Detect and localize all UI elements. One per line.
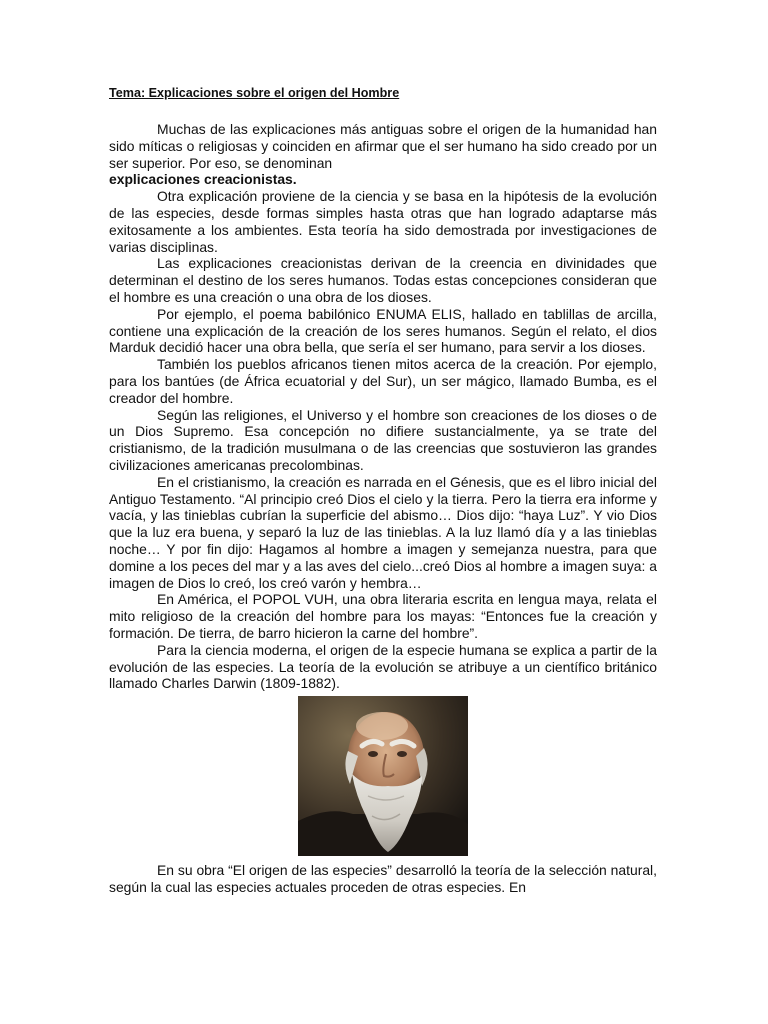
paragraph-10: En su obra “El origen de las especies” desarrolló la teoría de la selección natural, según la cual las especies actuales proceden de otras especies. En	[109, 862, 657, 895]
document-title: Tema: Explicaciones sobre el origen del Hombre	[109, 86, 400, 100]
bold-phrase: explicaciones creacionistas.	[109, 171, 297, 188]
paragraph-4: Por ejemplo, el poema babilónico ENUMA ELIS, hallado en tablillas de arcilla, contiene una explicación de la creación de los seres humanos. Según el relato, el dios Marduk decidió hacer una obra bella, que sería el ser humano, para servir a los dioses.	[109, 305, 657, 356]
paragraph-9: Para la ciencia moderna, el origen de la especie humana se explica a partir de la evolución de las especies. La teoría de la evolución se atribuye a un científico británico llamado Charles Darwin (1809-1882).	[109, 641, 657, 692]
paragraph-6: Según las religiones, el Universo y el hombre son creaciones de los dioses o de un Dios Supremo. Esa concepción no difiere sustancialmente, ya se trate del cristianismo, de la tradición musulmana o de las creencias que sostuvieron las grandes civilizaciones americanas precolombinas.	[109, 406, 657, 473]
paragraph-2: Otra explicación proviene de la ciencia y se basa en la hipótesis de la evolución de las especies, desde formas simples hasta otras que han logrado adaptarse más exitosamente a los ambientes. Esta teoría ha sido demostrada por investigaciones de varias disciplinas.	[109, 188, 657, 255]
document-page	[109, 84, 657, 896]
paragraph-1-text: Muchas de las explicaciones más antiguas sobre el origen de la humanidad han sido míticas o religiosas y coinciden en afirmar que el ser humano ha sido creado por un ser superior. Por eso, se denominan	[109, 121, 657, 171]
paragraph-1	[109, 121, 657, 188]
darwin-portrait-image	[298, 696, 468, 856]
paragraph-5: También los pueblos africanos tienen mitos acerca de la creación. Por ejemplo, para los bantúes (de África ecuatorial y del Sur), un ser mágico, llamado Bumba, es el creador del hombre.	[109, 356, 657, 406]
paragraph-7: En el cristianismo, la creación es narrada en el Génesis, que es el libro inicial del Antiguo Testamento. “Al principio creó Dios el cielo y la tierra. Pero la tierra era informe y vacía, y las tinieblas cubrían la superficie del abismo… Dios dijo: “haya Luz”. Y vio Dios que la luz era buena, y separó la luz de las tinieblas. A la luz llamó día y a las tinieblas noche… Y por fin dijo: Hagamos al hombre a imagen y semejanza nuestra, para que domine a los peces del mar y a las aves del cielo...creó Dios al hombre a imagen suya: a imagen de Dios lo creó, los creó varón y hembra…	[109, 473, 657, 591]
paragraph-3: Las explicaciones creacionistas derivan de la creencia en divinidades que determinan el destino de los seres humanos. Todas estas concepciones consideran que el hombre es una creación o una obra de los dioses.	[109, 255, 657, 305]
paragraph-8: En América, el POPOL VUH, una obra literaria escrita en lengua maya, relata el mito religioso de la creación del hombre para los mayas: “Entonces fue la creación y formación. De tierra, de barro hicieron la carne del hombre”.	[109, 591, 657, 641]
darwin-portrait	[298, 696, 468, 856]
